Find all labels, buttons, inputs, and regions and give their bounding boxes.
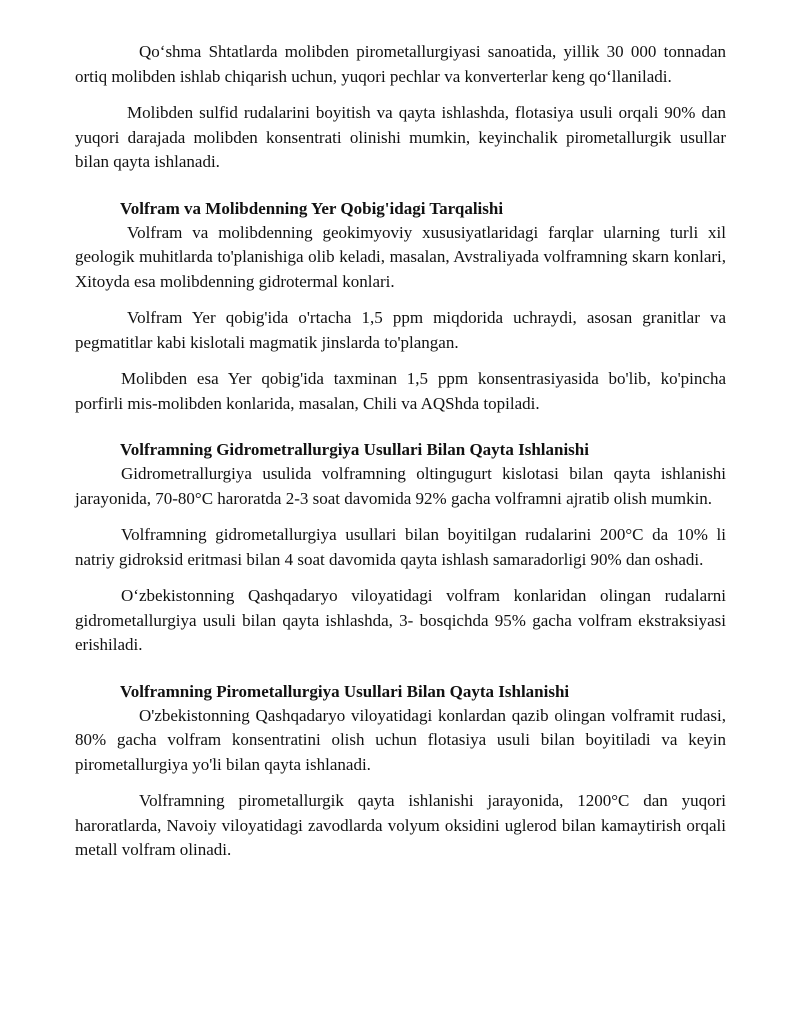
document-page xyxy=(75,40,726,863)
paragraph: Gidrometrallurgiya usulida volframning oltingugurt kislotasi bilan qayta ishlanishi jarayonida, 70-80°C haroratda 2-3 soat davomida 92% gacha volframni ajratib olish mumkin. xyxy=(75,464,726,508)
section-heading: Volframning Pirometallurgiya Usullari Bilan Qayta Ishlanishi xyxy=(120,681,570,701)
paragraph: Molibden esa Yer qobig'ida taxminan 1,5 ppm konsentrasiyasida bo'lib, ko'pincha porfirli mis-molibden konlarida, masalan, Chili va AQShda topiladi. xyxy=(75,369,726,413)
section-heading: Volframning Gidrometrallurgiya Usullari Bilan Qayta Ishlanishi xyxy=(120,440,589,459)
paragraph: O'zbekistonning Qashqadaryo viloyatidagi konlardan qazib olingan volframit rudasi, 80% gacha volfram konsentratini olish uchun flotasiya usuli bilan boyitiladi va keyin pirometallurgiya yo'li bilan qayta ishlanadi. xyxy=(75,705,726,774)
paragraph: Volframning gidrometallurgiya usullari bilan boyitilgan rudalarini 200°C da 10% li natriy gidroksid eritmasi bilan 4 soat davomida qayta ishlash samaradorligi 90% dan oshadi. xyxy=(75,525,726,569)
section-heading: Volfram va Molibdenning Yer Qobig'idagi Tarqalishi xyxy=(120,198,504,218)
paragraph: Volframning pirometallurgik qayta ishlanishi jarayonida, 1200°C dan yuqori haroratlarda, Navoiy viloyatidagi zavodlarda volyum oksidini uglerod bilan kamaytirish orqali metall volfram olinadi. xyxy=(75,791,726,859)
paragraph: O‘zbekistonning Qashqadaryo viloyatidagi volfram konlaridan olingan rudalarni gidrometallurgiya usuli bilan qayta ishlashda, 3- bosqichda 95% gacha volfram ekstraksiyasi erishiladi. xyxy=(75,586,726,654)
paragraph: Molibden sulfid rudalarini boyitish va qayta ishlashda, flotasiya usuli orqali 90% dan yuqori darajada molibden konsentrati olinishi mumkin, keyinchalik pirometallurgik usullar bilan qayta ishlanadi. xyxy=(75,103,726,171)
paragraph: Volfram Yer qobig'ida o'rtacha 1,5 ppm miqdorida uchraydi, asosan granitlar va pegmatitlar kabi kislotali magmatik jinslarda to'plangan. xyxy=(75,308,726,352)
paragraph: Volfram va molibdenning geokimyoviy xususiyatlaridagi farqlar ularning turli xil geologik muhitlarda to'planishiga olib keladi, masalan, Avstraliyada volframning skarn konlari, Xitoyda esa molibdenning gidrotermal konlari. xyxy=(75,222,726,291)
paragraph: Qo‘shma Shtatlarda molibden pirometallurgiyasi sanoatida, yillik 30 000 tonnadan ortiq molibden ishlab chiqarish uchun, yuqori pechlar va konverterlar keng qo‘llaniladi. xyxy=(75,42,726,86)
